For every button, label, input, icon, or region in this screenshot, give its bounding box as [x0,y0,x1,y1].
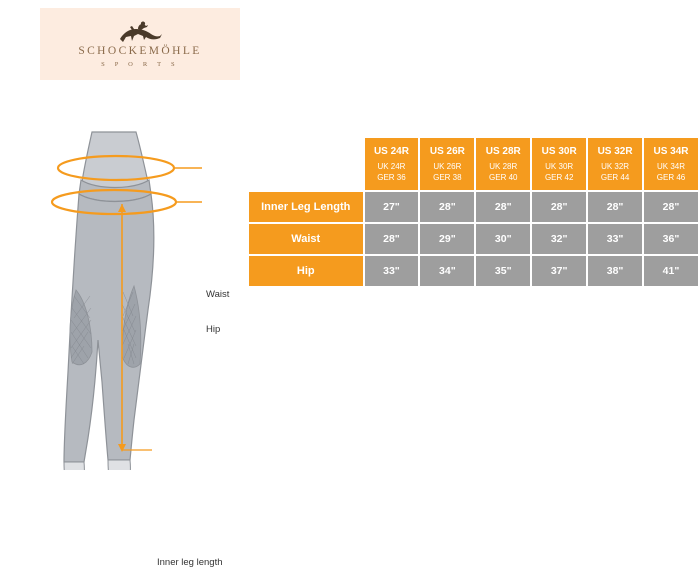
waist-label: Waist [206,289,230,300]
size-uk-label: UK 32R [601,161,630,171]
table-cell: 36" [643,223,699,255]
size-ger-label: GER 46 [656,172,686,182]
table-cell: 33" [364,255,420,287]
brand-name: SCHOCKEMÖHLE [78,44,202,57]
table-cell: 28" [587,191,643,223]
brand-tagline: S P O R T S [101,60,179,68]
size-column-header [419,137,475,191]
table-cell: 27" [364,191,420,223]
size-uk-label: UK 34R [657,161,686,171]
table-cell: 34" [419,255,475,287]
size-uk-label: UK 26R [433,161,462,171]
table-cell: 32" [531,223,587,255]
table-row [248,223,699,255]
figure-silhouette [64,132,154,470]
size-ger-label: GER 36 [377,172,406,182]
hip-label: Hip [206,324,221,335]
size-ger-label: GER 38 [433,172,462,182]
size-us-label: US 32R [597,145,633,157]
row-label: Waist [248,223,364,255]
table-cell: 29" [419,223,475,255]
size-column-header [364,137,420,191]
equestrian-rider-horse-icon [114,21,166,43]
table-cell: 35" [475,255,531,287]
table-cell: 41" [643,255,699,287]
row-label: Inner Leg Length [248,191,364,223]
table-cell: 30" [475,223,531,255]
table-corner-cell [248,137,364,191]
table-row [248,191,699,223]
size-us-label: US 24R [373,145,409,157]
size-uk-label: UK 28R [489,161,518,171]
size-us-label: US 28R [485,145,521,157]
size-ger-label: GER 40 [489,172,518,182]
size-us-label: US 26R [429,145,465,157]
table-cell: 37" [531,255,587,287]
inner-leg-label: Inner leg length [157,557,223,568]
size-ger-label: GER 44 [600,172,630,182]
brand-logo-block [40,8,240,80]
size-column-header [643,137,699,191]
table-row [248,255,699,287]
size-column-header [587,137,643,191]
table-cell: 38" [587,255,643,287]
size-column-header [475,137,531,191]
table-cell: 28" [364,223,420,255]
table-cell: 28" [531,191,587,223]
table-header-row [248,137,699,191]
row-label: Hip [248,255,364,287]
size-uk-label: UK 24R [377,161,406,171]
table-cell: 33" [587,223,643,255]
table-cell: 28" [475,191,531,223]
size-us-label: US 34R [653,145,689,157]
size-column-header [531,137,587,191]
size-us-label: US 30R [541,145,577,157]
measurement-illustration [30,120,260,568]
table-cell: 28" [643,191,699,223]
table-cell: 28" [419,191,475,223]
size-chart-table [247,136,700,288]
size-uk-label: UK 30R [545,161,574,171]
size-ger-label: GER 42 [544,172,574,182]
